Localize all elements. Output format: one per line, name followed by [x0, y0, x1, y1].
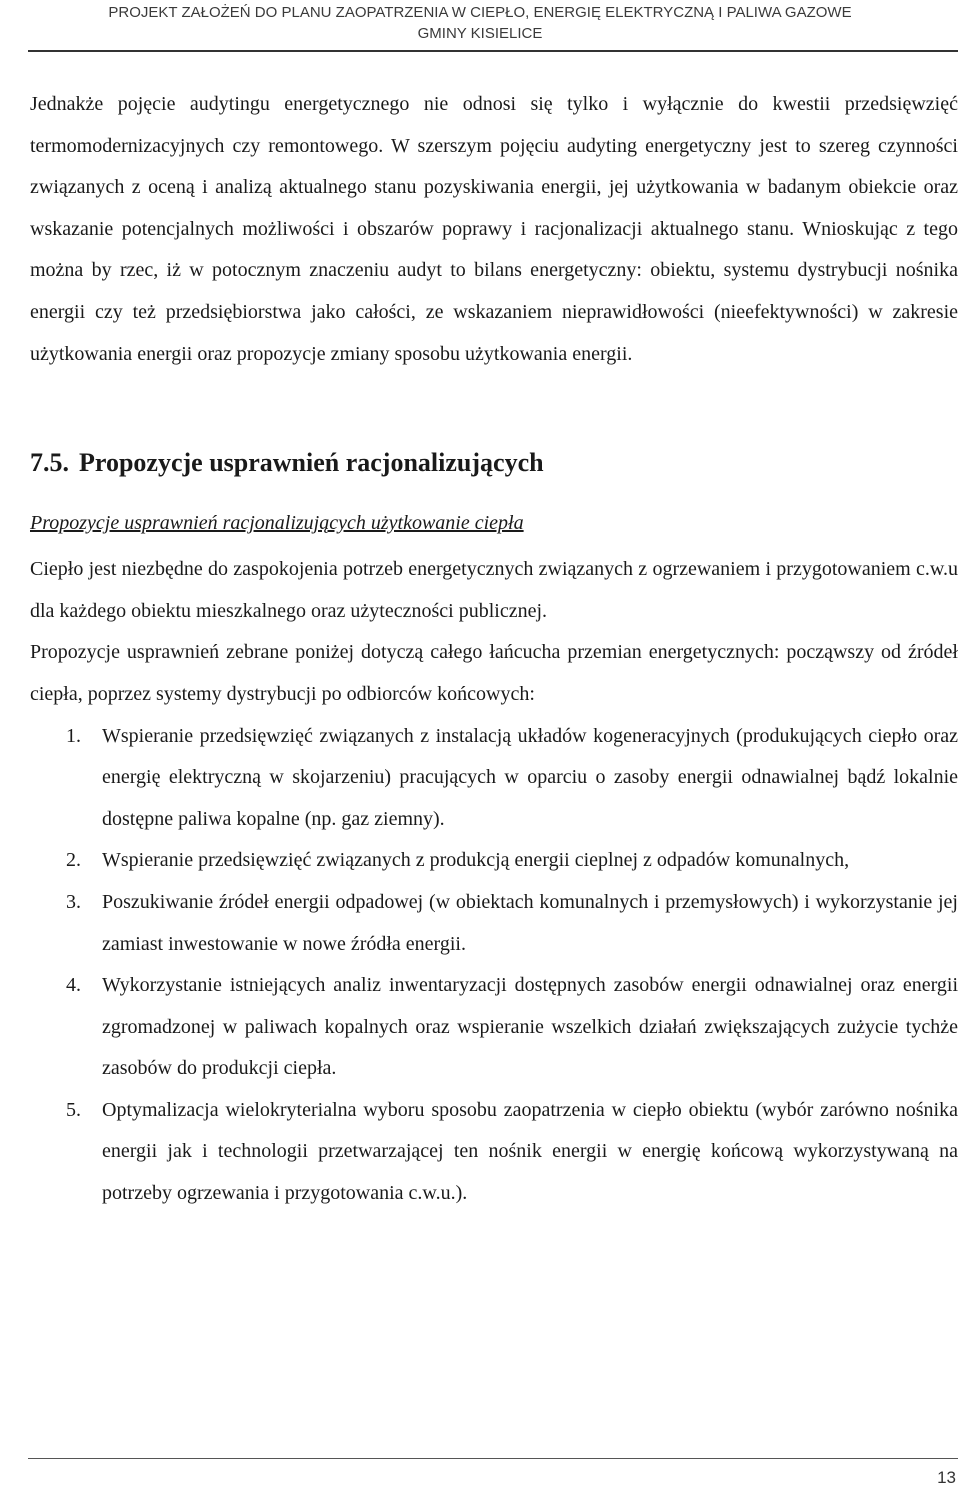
list-item-text: Wspieranie przedsięwzięć związanych z instalacją układów kogeneracyjnych (produkujących ciepło oraz energię elektryczną w skojarzeniu) pracujących w oparciu o zasoby energii odnawialnej bądź lokalnie dostępne paliwa kopalne (np. gaz ziemny).: [102, 724, 958, 830]
section-paragraph-2: Propozycje usprawnień zebrane poniżej dotyczą całego łańcucha przemian energetycznych: począwszy od źródeł ciepła, poprzez systemy dystrybucji po odbiorców końcowych:: [30, 641, 958, 705]
list-item: [30, 840, 958, 882]
list-item: [30, 716, 958, 841]
intro-paragraph: Jednakże pojęcie audytingu energetycznego nie odnosi się tylko i wyłącznie do kwestii przedsięwzięć termomodernizacyjnych czy remontowego. W szerszym pojęciu audyting energetyczny jest to szereg czynności związanych z oceną i analizą aktualnego stanu pozyskiwania energii, jej użytkowania w badanym obiekcie oraz wskazanie potencjalnych możliwości i obszarów poprawy i racjonalizacji aktualnego stanu. Wnioskując z tego można by rzec, iż w potocznym znaczeniu audyt to bilans energetyczny: obiektu, systemu dystrybucji nośnika energii czy też przedsiębiorstwa jako całości, ze wskazaniem nieprawidłowości (nieefektywności) w zakresie użytkowania energii oraz propozycje zmiany sposobu użytkowania energii.: [30, 93, 958, 365]
list-item-text: Wspieranie przedsięwzięć związanych z produkcją energii cieplnej z odpadów komunalnych,: [102, 849, 850, 872]
page-content: [30, 84, 958, 1215]
list-item: [30, 1090, 958, 1215]
header-divider: [28, 50, 958, 52]
proposals-list: [30, 716, 958, 1215]
subsection-heading: Propozycje usprawnień racjonalizujących użytkowanie ciepła: [30, 512, 524, 535]
section-heading: [30, 447, 958, 479]
list-item-text: Wykorzystanie istniejących analiz inwentaryzacji dostępnych zasobów energii odnawialnej oraz energii zgromadzonej w paliwach kopalnych oraz wspieranie wszelkich działań zwiększających zużycie tychże zasobów do produkcji ciepła.: [102, 974, 958, 1080]
list-item: [30, 965, 958, 1090]
header-title-line2: GMINY KISIELICE: [417, 25, 543, 42]
section-title: Propozycje usprawnień racjonalizujących: [79, 448, 544, 478]
footer-divider: [28, 1458, 958, 1459]
page-number: 13: [937, 1468, 956, 1487]
list-item-number: 2.: [66, 849, 81, 872]
list-item: [30, 882, 958, 965]
list-item-number: 1.: [66, 724, 81, 747]
list-item-number: 5.: [66, 1098, 81, 1121]
list-item-text: Optymalizacja wielokryterialna wyboru sposobu zaopatrzenia w ciepło obiektu (wybór zarówno nośnika energii jak i technologii przetwarzającej ten nośnik energii w energię końcową wykorzystywaną na potrzeby ogrzewania i przygotowania c.w.u.).: [102, 1098, 958, 1205]
list-item-text: Poszukiwanie źródeł energii odpadowej (w obiektach komunalnych i przemysłowych) i wykorzystanie jej zamiast inwestowanie w nowe źródła energii.: [102, 890, 958, 955]
section-paragraph-1: Ciepło jest niezbędne do zaspokojenia potrzeb energetycznych związanych z ogrzewaniem i przygotowaniem c.w.u dla każdego obiektu mieszkalnego oraz użyteczności publicznej.: [30, 558, 958, 622]
header-title-line1: PROJEKT ZAŁOŻEŃ DO PLANU ZAOPATRZENIA W CIEPŁO, ENERGIĘ ELEKTRYCZNĄ I PALIWA GAZOWE: [108, 4, 852, 21]
list-item-number: 4.: [66, 974, 81, 997]
section-number: 7.5.: [30, 448, 69, 478]
list-item-number: 3.: [66, 890, 81, 913]
section-body: [30, 549, 958, 1215]
